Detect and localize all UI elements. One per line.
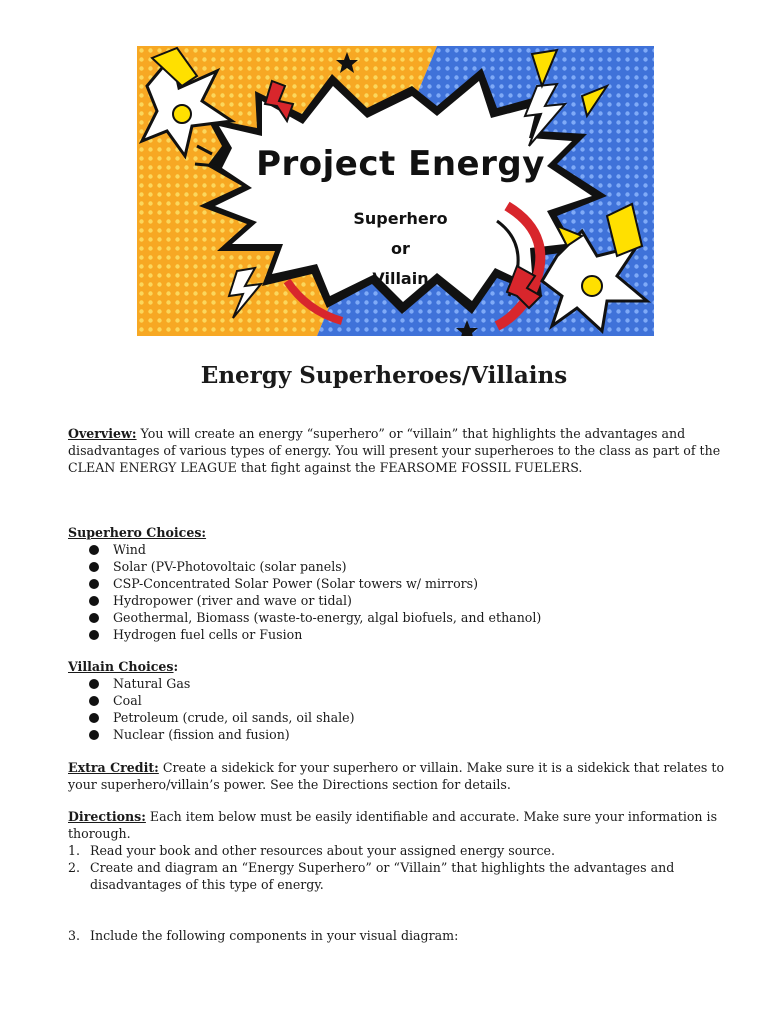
overview-label: Overview: (68, 426, 137, 441)
banner-line-superhero: Superhero (353, 209, 448, 228)
banner-text (137, 46, 654, 336)
bullet-icon (89, 562, 99, 572)
bullet-icon (89, 713, 99, 723)
extra-credit-section (68, 759, 728, 793)
list-item: Wind (68, 541, 728, 558)
bullet-icon (89, 679, 99, 689)
list-item: CSP-Concentrated Solar Power (Solar towers w/ mirrors) (68, 575, 728, 592)
bullet-icon (89, 545, 99, 555)
list-item: Solar (PV-Photovoltaic (solar panels) (68, 558, 728, 575)
bullet-icon (89, 613, 99, 623)
bullet-icon (89, 696, 99, 706)
directions-text: Each item below must be easily identifiable and accurate. Make sure your information is thorough. (68, 809, 718, 841)
villain-label-colon: : (173, 659, 179, 674)
list-item: Natural Gas (68, 675, 728, 692)
superhero-section (68, 524, 728, 643)
bullet-icon (89, 730, 99, 740)
list-item: 3. Include the following components in your visual diagram: (68, 928, 459, 943)
list-item: Petroleum (crude, oil sands, oil shale) (68, 709, 728, 726)
superhero-list (68, 541, 728, 643)
list-item: 1. Read your book and other resources about your assigned energy source. (68, 843, 555, 858)
list-item: Nuclear (fission and fusion) (68, 726, 728, 743)
banner-line-or: or (391, 239, 410, 258)
directions-steps (68, 842, 728, 893)
project-energy-banner (137, 46, 654, 336)
superhero-label: Superhero Choices: (68, 525, 207, 540)
banner-title: Project Energy (256, 144, 545, 184)
directions-label: Directions: (68, 809, 146, 824)
list-item: 2. Create and diagram an “Energy Superhero” or “Villain” that highlights the advantages and disadvantages of this type of energy. (68, 860, 675, 892)
list-item: Geothermal, Biomass (waste-to-energy, algal biofuels, and ethanol) (68, 609, 728, 626)
bullet-icon (89, 630, 99, 640)
list-item: Coal (68, 692, 728, 709)
bullet-icon (89, 579, 99, 589)
villain-label: Villain Choices (68, 659, 174, 674)
list-item: Hydrogen fuel cells or Fusion (68, 626, 728, 643)
extra-credit-label: Extra Credit: (68, 760, 159, 775)
list-item: Hydropower (river and wave or tidal) (68, 592, 728, 609)
overview-section (68, 425, 728, 476)
page-title: Energy Superheroes/Villains (200, 362, 568, 389)
directions-section (68, 808, 728, 893)
villain-list (68, 675, 728, 743)
directions-step-3 (68, 927, 728, 944)
banner-line-villain: Villain (372, 269, 429, 288)
extra-credit-text: Create a sidekick for your superhero or villain. Make sure it is a sidekick that relates to your superhero/villain’s power. See the Directions section for details. (68, 760, 725, 792)
bullet-icon (89, 596, 99, 606)
overview-text: You will create an energy “superhero” or “villain” that highlights the advantages and disadvantages of various types of energy. You will present your superheroes to the class as part of the CLEAN ENERGY LEAGUE that fight against the FEARSOME FOSSIL FUELERS. (68, 426, 721, 475)
villain-section (68, 658, 728, 743)
